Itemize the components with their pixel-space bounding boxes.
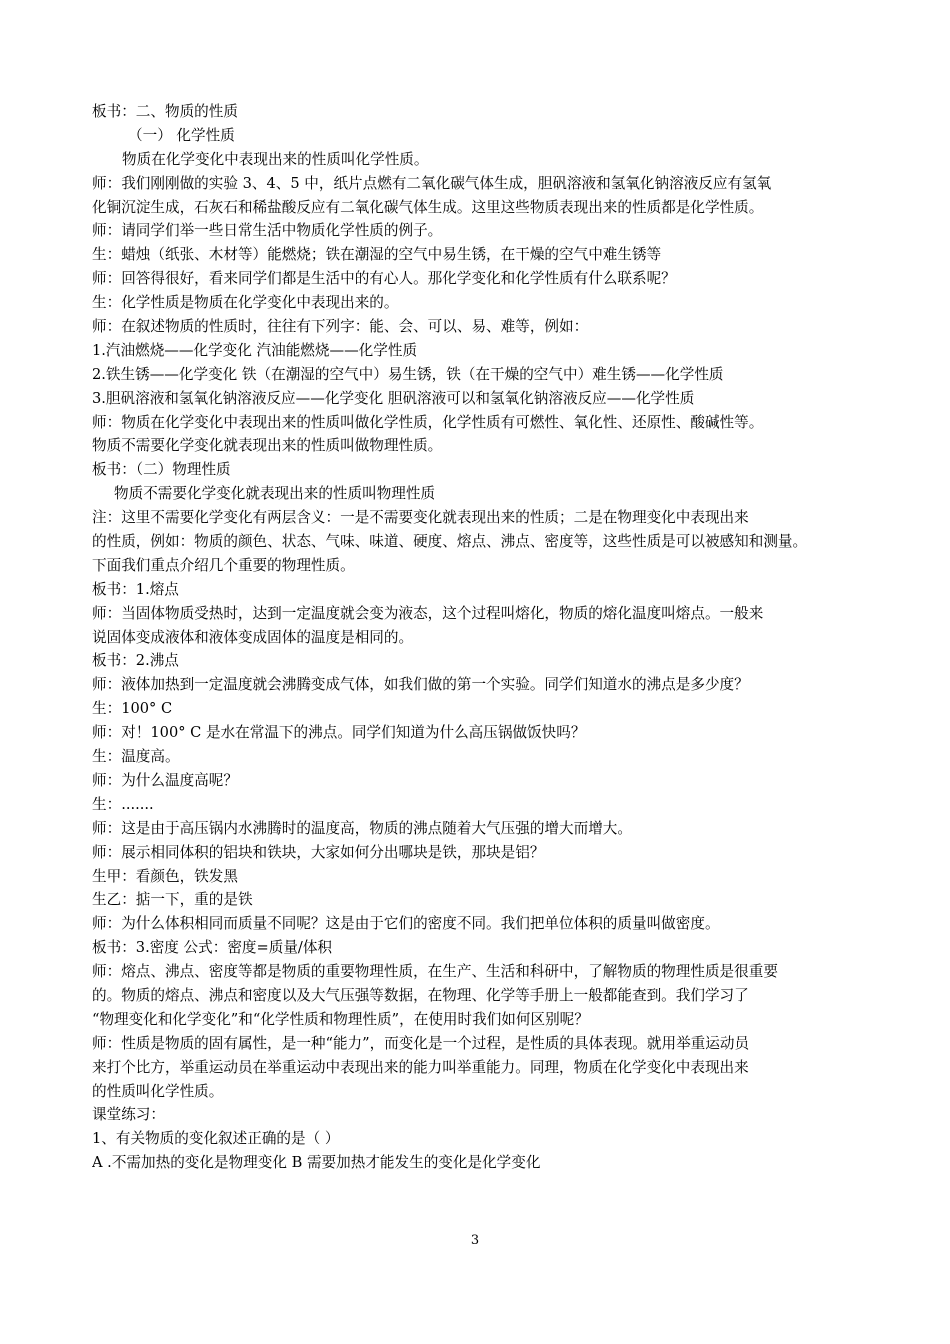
text-line: 师：这是由于高压锅内水沸腾时的温度高，物质的沸点随着大气压强的增大而增大。 bbox=[92, 819, 632, 837]
text-line: 板书：3.密度 公式：密度=质量/体积 bbox=[92, 939, 333, 957]
text-line: 师：回答得很好，看来同学们都是生活中的有心人。那化学变化和化学性质有什么联系呢？ bbox=[92, 270, 676, 288]
text-line: 的。物质的熔点、沸点和密度以及大气压强等数据，在物理、化学等手册上一般都能查到。我们学习了 bbox=[92, 986, 749, 1004]
text-line: 师：液体加热到一定温度就会沸腾变成气体，如我们做的第一个实验。同学们知道水的沸点是多少度？ bbox=[92, 676, 749, 694]
text-line: 师：为什么温度高呢？ bbox=[92, 771, 238, 789]
text-line: 生：化学性质是物质在化学变化中表现出来的。 bbox=[92, 294, 399, 312]
text-line: 板书：1.熔点 bbox=[92, 580, 179, 598]
text-line: 板书：二、物质的性质 bbox=[92, 103, 238, 120]
text-line: 师：我们刚刚做的实验 3、4、5 中，纸片点燃有二氧化碳气体生成，胆矾溶液和氢氧化钠溶液反应有氢氧 bbox=[92, 174, 772, 192]
text-line: 2.铁生锈——化学变化 铁（在潮湿的空气中）易生锈，铁（在干燥的空气中）难生锈——化学性质 bbox=[92, 365, 724, 383]
text-line: 师：对！100° C 是水在常温下的沸点。同学们知道为什么高压锅做饭快吗？ bbox=[92, 724, 586, 742]
text-line: 物质不需要化学变化就表现出来的性质叫做物理性质。 bbox=[92, 437, 443, 455]
text-line: 物质在化学变化中表现出来的性质叫化学性质。 bbox=[122, 150, 429, 168]
text-line: 化铜沉淀生成，石灰石和稀盐酸反应有二氧化碳气体生成。这里这些物质表现出来的性质都是化学性质。 bbox=[92, 198, 764, 216]
text-line: 师：请同学们举一些日常生活中物质化学性质的例子。 bbox=[92, 222, 443, 240]
text-line: 生乙：掂一下，重的是铁 bbox=[92, 891, 253, 909]
text-line: 生：....... bbox=[92, 795, 154, 813]
text-line: 生：温度高。 bbox=[92, 748, 180, 766]
text-line: 1、有关物质的变化叙述正确的是（ ） bbox=[92, 1130, 340, 1148]
text-line: 师：性质是物质的固有属性，是一种“能力”，而变化是一个过程，是性质的具体表现。就用举重运动员 bbox=[92, 1034, 750, 1052]
text-line: （一） 化学性质 bbox=[128, 126, 235, 144]
text-line: 师：在叙述物质的性质时，往往有下列字：能、会、可以、易、难等，例如： bbox=[92, 318, 589, 336]
text-line: 师：当固体物质受热时，达到一定温度就会变为液态，这个过程叫熔化，物质的熔化温度叫熔点。一般来 bbox=[92, 604, 764, 622]
text-line: 师：熔点、沸点、密度等都是物质的重要物理性质，在生产、生活和科研中，了解物质的物理性质是很重要 bbox=[92, 963, 778, 981]
text-line: 生甲：看颜色，铁发黑 bbox=[92, 867, 238, 885]
text-line: 生：100° C bbox=[92, 700, 173, 718]
text-line: 师：物质在化学变化中表现出来的性质叫做化学性质，化学性质有可燃性、氧化性、还原性、酸碱性等。 bbox=[92, 413, 764, 431]
text-line: 师：展示相同体积的铝块和铁块，大家如何分出哪块是铁，那块是铝？ bbox=[92, 843, 545, 861]
text-line: 物质不需要化学变化就表现出来的性质叫物理性质 bbox=[114, 485, 436, 503]
text-line: 3.胆矾溶液和氢氧化钠溶液反应——化学变化 胆矾溶液可以和氢氧化钠溶液反应——化学性质 bbox=[92, 389, 695, 407]
text-line: 的性质叫化学性质。 bbox=[92, 1082, 224, 1100]
text-line: 下面我们重点介绍几个重要的物理性质。 bbox=[92, 556, 355, 574]
text-line: 生：蜡烛（纸张、木材等）能燃烧；铁在潮湿的空气中易生锈，在干燥的空气中难生锈等 bbox=[92, 246, 662, 264]
text-line: “物理变化和化学变化”和“化学性质和物理性质”，在使用时我们如何区别呢？ bbox=[92, 1010, 589, 1028]
text-line: 注：这里不需要化学变化有两层含义：一是不需要变化就表现出来的性质；二是在物理变化中表现出来 bbox=[92, 509, 749, 527]
text-line: 的性质，例如：物质的颜色、状态、气味、味道、硬度、熔点、沸点、密度等，这些性质是可以被感知和测量。 bbox=[92, 533, 808, 551]
page-number: 3 bbox=[470, 1233, 480, 1248]
text-line: 1.汽油燃烧——化学变化 汽油能燃烧——化学性质 bbox=[92, 341, 418, 359]
text-line: 板书：（二）物理性质 bbox=[92, 461, 231, 479]
document-body bbox=[92, 100, 862, 1175]
text-line: A .不需加热的变化是物理变化 B 需要加热才能发生的变化是化学变化 bbox=[92, 1154, 541, 1172]
text-line: 说固体变成液体和液体变成固体的温度是相同的。 bbox=[92, 628, 414, 646]
text-line: 师：为什么体积相同而质量不同呢？这是由于它们的密度不同。我们把单位体积的质量叫做密度。 bbox=[92, 915, 720, 933]
text-line: 课堂练习： bbox=[92, 1106, 165, 1124]
text-line: 板书：2.沸点 bbox=[92, 652, 179, 670]
text-line: 来打个比方，举重运动员在举重运动中表现出来的能力叫举重能力。同理，物质在化学变化中表现出来 bbox=[92, 1058, 749, 1076]
